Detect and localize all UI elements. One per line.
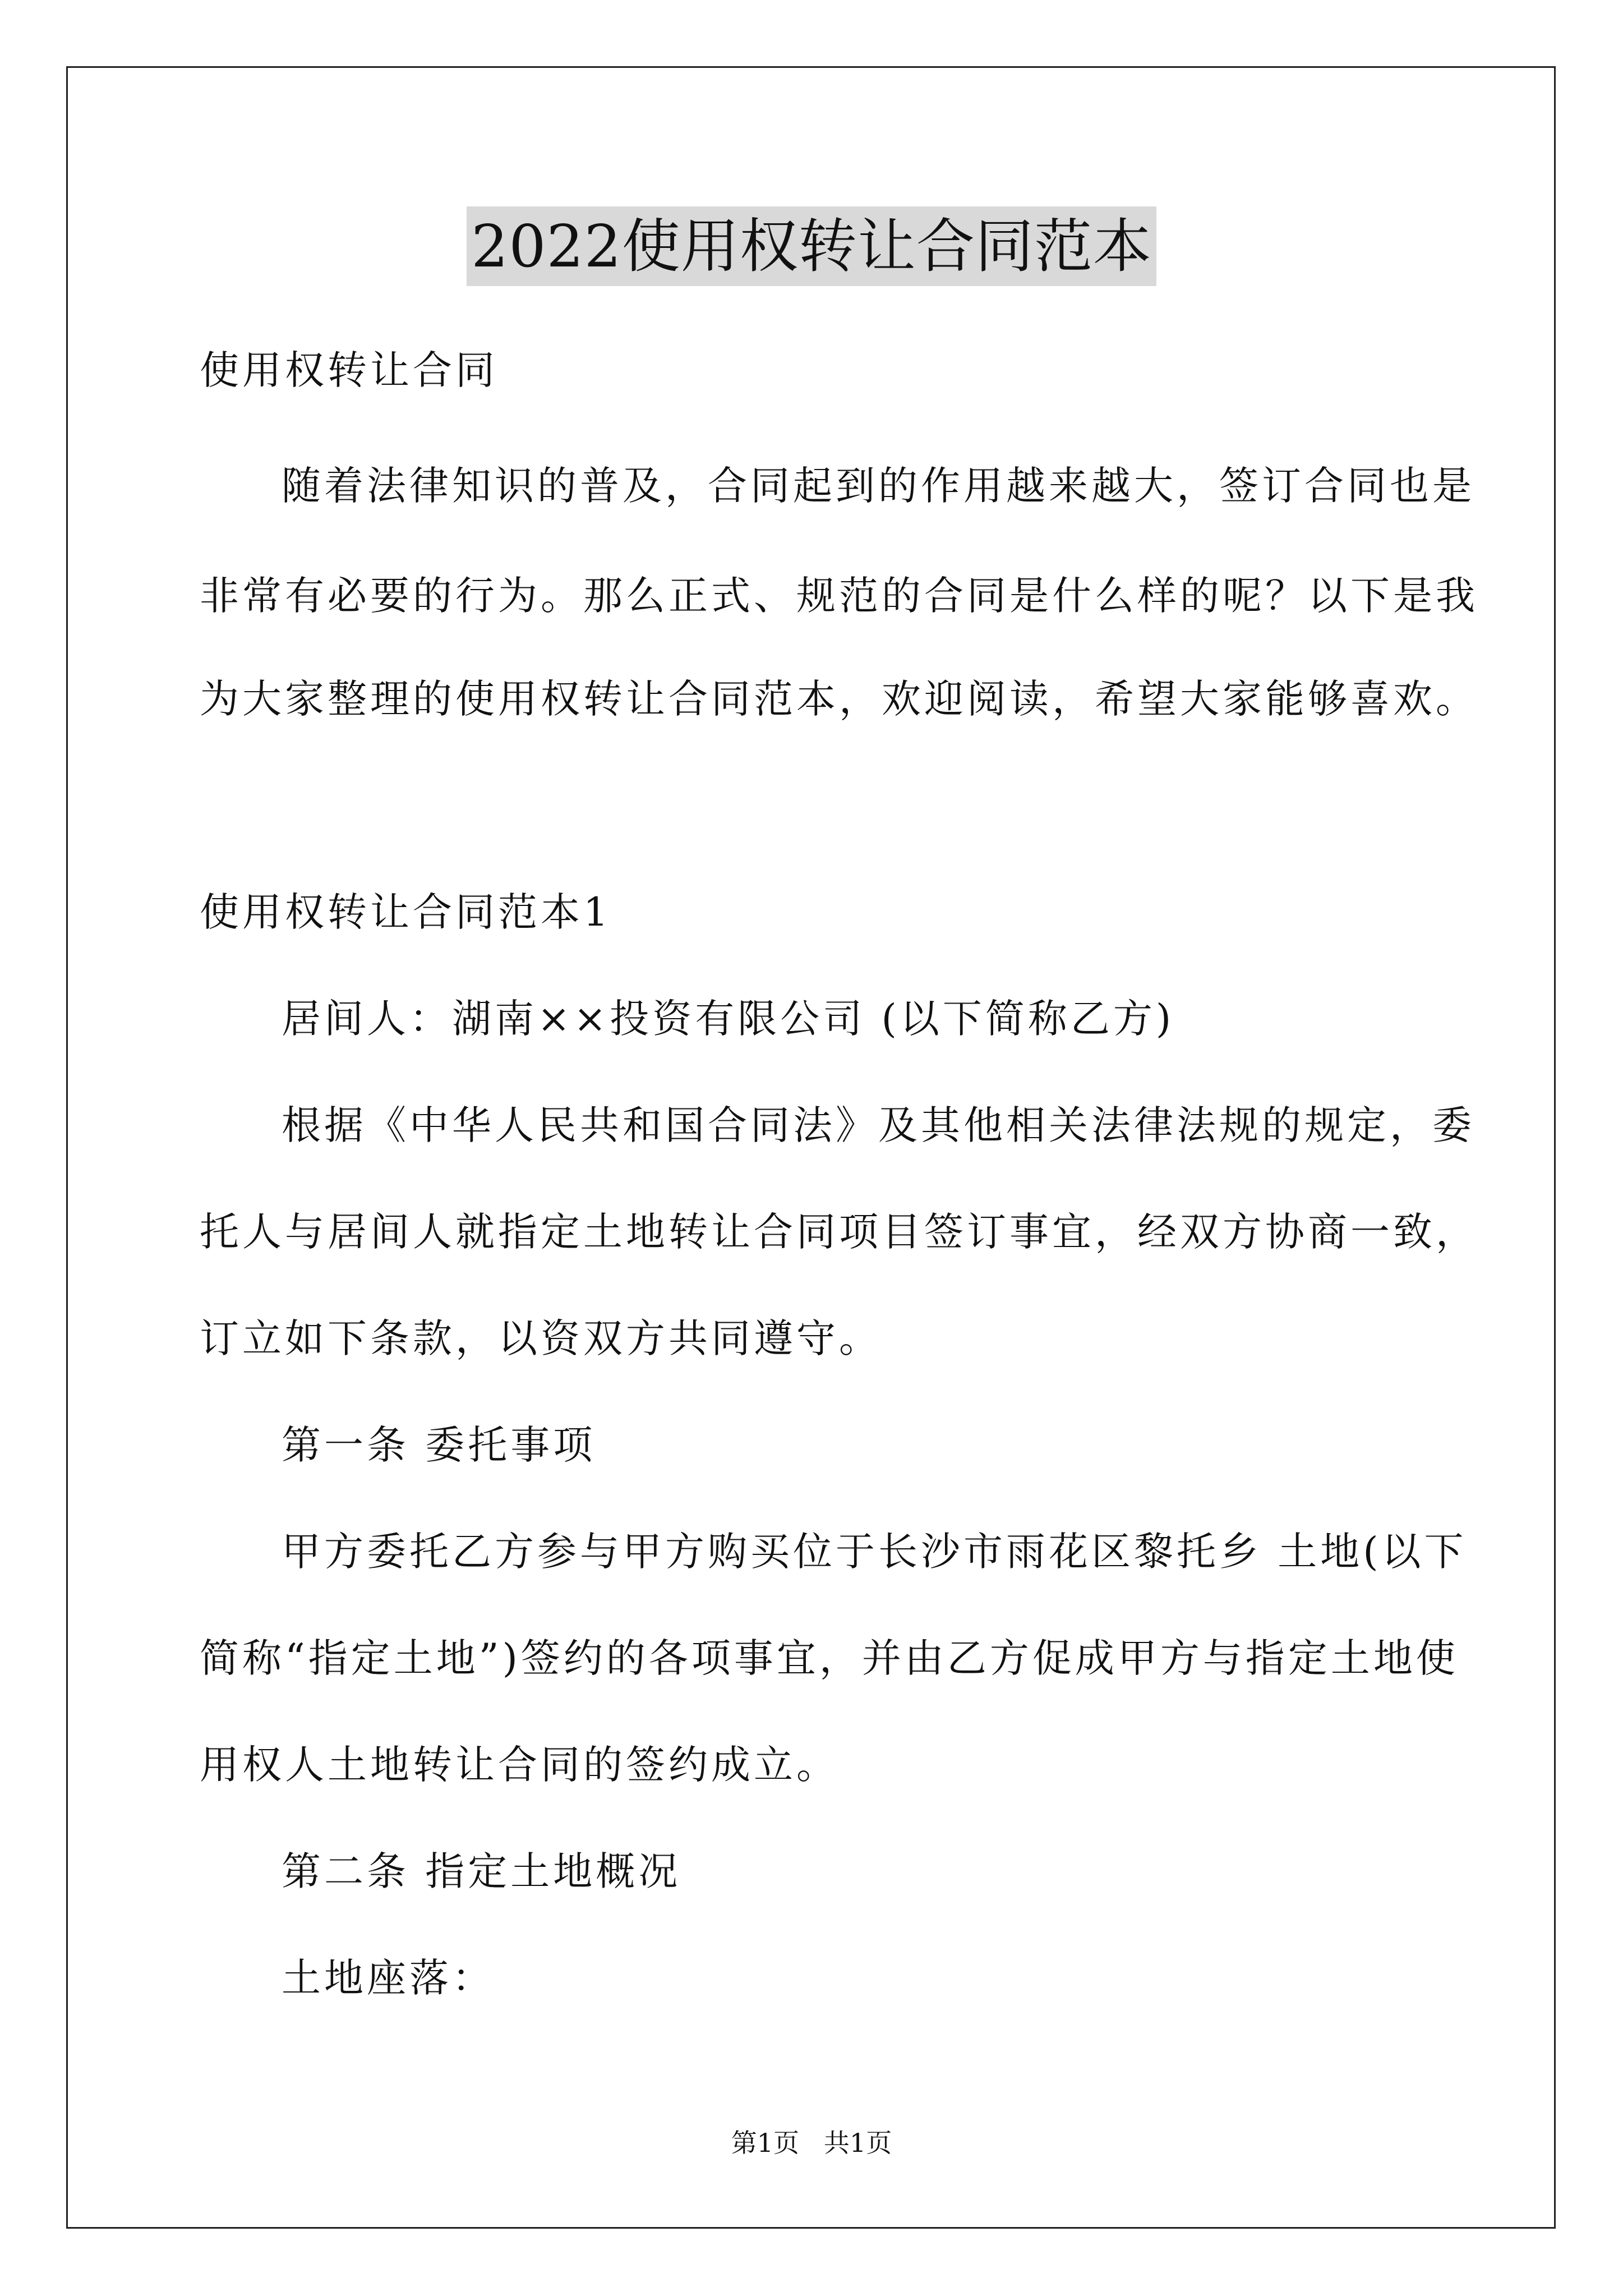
article-2-title: 第二条 指定土地概况 [282,1848,681,1894]
page-footer: 第1页 共1页 [731,2128,892,2158]
intermediary-line: 居间人：湖南××投资有限公司 (以下简称乙方) [282,996,1175,1042]
basis-line-3: 订立如下条款，以资双方共同遵守。 [200,1315,882,1361]
intro-line-2: 非常有必要的行为。那么正式、规范的合同是什么样的呢？以下是我 [200,573,1478,619]
sample-heading: 使用权转让合同范本1 [200,889,612,935]
land-location-label: 土地座落： [282,1955,495,2001]
article-1-line-1: 甲方委托乙方参与甲方购买位于长沙市雨花区黎托乡 土地(以下 [282,1529,1467,1575]
article-1-line-3: 用权人土地转让合同的签约成立。 [200,1742,839,1788]
title-wrap [0,206,1623,286]
basis-line-2: 托人与居间人就指定土地转让合同项目签订事宜，经双方协商一致， [200,1209,1478,1255]
basis-line-1: 根据《中华人民共和国合同法》及其他相关法律法规的规定，委 [282,1102,1475,1148]
article-1-line-2: 简称“指定土地”)签约的各项事宜，并由乙方促成甲方与指定土地使 [200,1635,1459,1681]
intro-line-3: 为大家整理的使用权转让合同范本，欢迎阅读，希望大家能够喜欢。 [200,676,1478,722]
intro-heading: 使用权转让合同 [200,347,498,393]
intro-line-1: 随着法律知识的普及，合同起到的作用越来越大，签订合同也是 [282,463,1475,509]
document-title: 2022使用权转让合同范本 [467,206,1156,286]
article-1-title: 第一条 委托事项 [282,1422,596,1468]
